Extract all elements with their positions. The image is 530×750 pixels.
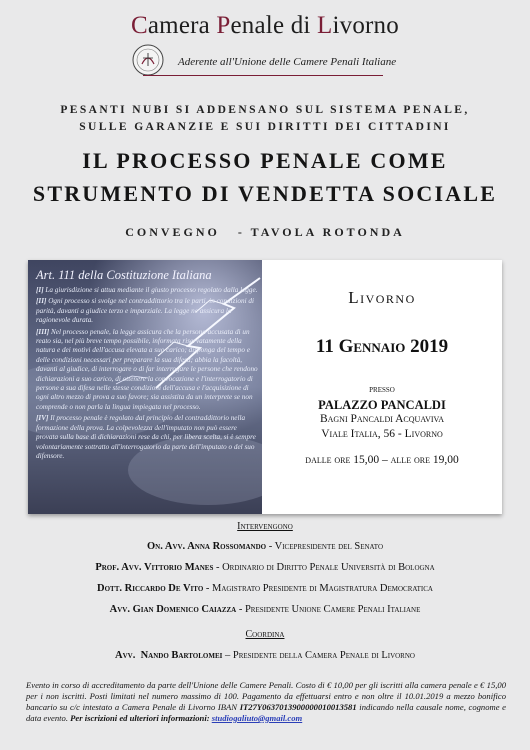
title-part: ivorno (332, 12, 399, 39)
speaker-item (0, 541, 530, 552)
title-initial-p: P (216, 12, 231, 39)
paragraph-number: [I] (36, 286, 44, 294)
speaker-name: Dott. Riccardo De Vito (97, 583, 204, 594)
speaker-name: On. Avv. Anna Rossomando (146, 541, 267, 552)
contact-label: Per iscrizioni ed ulteriori informazioni: (70, 713, 212, 723)
article-text (36, 286, 258, 463)
article-heading: Art. 111 della Costituzione Italiana (36, 268, 212, 282)
paragraph-number: [II] (36, 297, 47, 306)
title-part: amera (147, 12, 217, 39)
event-type: CONVEGNO - TAVOLA ROTONDA (125, 225, 405, 239)
venue-name: PALAZZO PANCALDI (318, 398, 446, 412)
event-info (262, 260, 502, 514)
paragraph-text: Nel processo penale, la legge assicura che la persona accusata di un reato sia, nel più breve tempo possibile, informata riservatamente della natura e dei motivi dell'accusa elevata a suo carico; disponga del tempo e delle condizioni necessari per preparare la sua difesa; abbia la facoltà, davanti al giudice, di interrogare o di far interrogare le persone che rendono dichiarazioni a suo carico, di ottenere la convocazione e l'interrogatorio di persone a sua difesa nelle stesse condizioni dell'accusa e l'acquisizione di ogni altro mezzo di prova a suo favore; sia assistita da un interprete se non comprende o non parla la lingua impiegata nel processo. (36, 327, 258, 411)
title-initial-c: C (131, 12, 148, 39)
organization-title (0, 12, 530, 40)
storm-image (28, 260, 262, 514)
speaker-name: Prof. Avv. Vittorio Manes (95, 562, 214, 573)
main-title-line-2: STRUMENTO DI VENDETTA SOCIALE (32, 181, 498, 206)
speaker-name: Avv. Gian Domenico Caiazza (109, 604, 237, 615)
coordinator-item (0, 650, 530, 661)
contact-email-link[interactable]: studiogaliuto@gmail.com (211, 713, 303, 723)
camera-penale-seal-logo (132, 44, 164, 76)
speaker-item (0, 562, 530, 573)
speakers-heading: Intervengono (237, 521, 293, 532)
speaker-role: - Ordinario di Diritto Penale Università di Bologna (213, 562, 435, 573)
paragraph-number: [III] (36, 327, 50, 336)
tagline-line-1: PESANTI NUBI SI ADDENSANO SUL SISTEMA PENALE, (60, 104, 470, 116)
event-city: Livorno (348, 288, 416, 307)
header-divider (143, 75, 383, 76)
article-paragraph (36, 328, 258, 413)
paragraph-number: [IV] (36, 414, 49, 423)
venue-address: Viale Italia, 56 - Livorno (321, 428, 443, 440)
footer-text: indicando nella causale nome, cognome e data evento. (26, 702, 506, 723)
coordinator-role: – Presidente della Camera Penale di Livorno (222, 650, 415, 661)
main-title-line-1: IL PROCESSO PENALE COME (82, 148, 448, 173)
iban-code: IT27Y0637013900000010013581 (239, 702, 357, 712)
paragraph-text: Il processo penale è regolato dal principio del contraddittorio nella formazione della prova. La colpevolezza dell'imputato non può essere provata sulla base di dichiarazioni rese da chi, per libera scelta, si è sempre volontariamente sottratto all'interrogatorio da parte dell'imputato o del suo difensore. (36, 414, 256, 460)
speaker-item (0, 583, 530, 594)
registration-notes (26, 680, 506, 724)
speaker-item (0, 604, 530, 615)
footer-text: Evento in corso di accreditamento da parte dell'Unione delle Camere Penali. Costo di € 10,00 per gli iscritti alla camera penale e € 15,00 per i non iscritti. Posti limitati nel numero massimo di 100. Pagamento da effettuarsi entro e non oltre il 10.01.2019 a mezzo bonifico bancario su c/c intestato a Camera Penale di Livorno IBAN (26, 680, 506, 712)
tagline-line-2: SULLE GARANZIE E SUI DIRITTI DEI CITTADINI (79, 121, 451, 133)
article-paragraph (36, 297, 258, 325)
paragraph-text: La giurisdizione si attua mediante il giusto processo regolato dalla legge. (45, 286, 258, 294)
event-hours: dalle ore 15,00 – alle ore 19,00 (305, 454, 459, 466)
coordinator-heading: Coordina (245, 629, 285, 640)
header-subtitle: Aderente all'Unione delle Camere Penali Italiane (178, 56, 397, 68)
article-paragraph (36, 286, 258, 295)
title-part: enale di (230, 12, 317, 39)
event-panel (28, 260, 502, 514)
speaker-role: - Vicepresidente del Senato (266, 541, 384, 552)
venue-prefix: presso (369, 384, 395, 395)
speaker-role: - Magistrato Presidente di Magistratura Democratica (203, 583, 433, 594)
speaker-role: - Presidente Unione Camere Penali Italiane (236, 604, 421, 615)
paragraph-text: Ogni processo si svolge nel contraddittorio tra le parti, in condizioni di parità, davanti a giudice terzo e imparziale. La legge ne assicura la ragionevole durata. (36, 297, 254, 325)
article-paragraph (36, 414, 258, 461)
event-date: 11 Gennaio 2019 (315, 336, 449, 357)
venue-subtitle: Bagni Pancaldi Acquaviva (319, 413, 445, 425)
title-initial-l: L (317, 12, 333, 39)
coordinator-name: Avv. Nando Bartolomei (115, 650, 223, 661)
